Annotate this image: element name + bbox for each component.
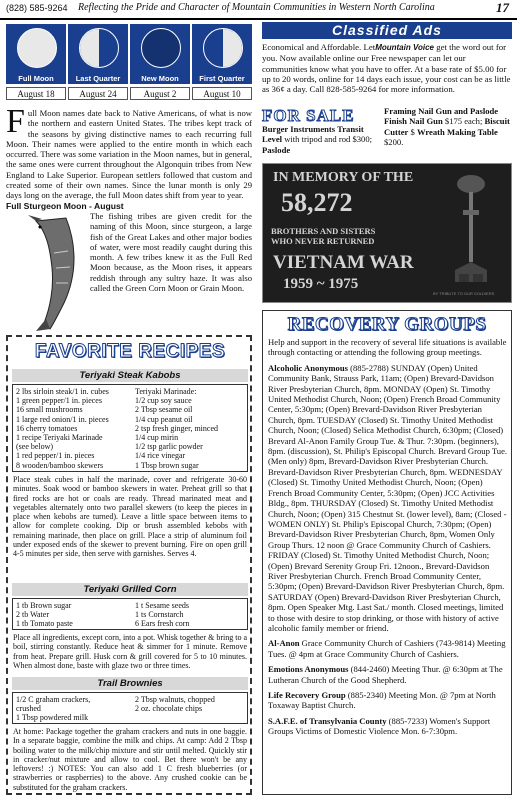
classified-ads-text — [262, 42, 512, 94]
for-sale-right — [384, 106, 512, 147]
kabobs-directions: Place steak cubes in half the marinade, cover and refrigerate 30-60 minutes. Soak wood or bamboo skewers in water. Preheat grill so that fired rocks are hot or coals are ready. Thread marinated meat and vegetables alternately onto two parallel skewers (to keep the pieces in place when kebobs are turned). Leave a little space between items to allow for complete cooking. Dip or brush assembled kebobs with remaining marinade, then place on grill. Place a strip of aluminum foil under exposed ends of the skewer to prevent burning. Fire on open grill 4-5 minutes per side, then serve with garnishes. Serves 4. — [13, 475, 247, 559]
for-sale-item: Paslode — [262, 144, 291, 155]
for-sale-item: Wreath Making Table — [416, 126, 498, 137]
corn-directions: Place all ingredients, except corn, into a pot. Whisk together & bring to a boil, stirring constantly. Reduce heat & simmer for 1 minute. Remove from heat. Prepare grill. Husk corn & grill covered for 5 to 10 minutes. When almost done, baste with glaze two or three times. — [13, 633, 248, 670]
for-sale-title: FOR SALE — [262, 106, 355, 125]
for-sale-left — [262, 124, 382, 155]
moon-phase-strip — [6, 24, 252, 102]
recovery-intro: Help and support in the recovery of several life situations is available through contacting or attending the following group meetings. — [268, 337, 507, 358]
group-name: Life Recovery Group — [268, 690, 346, 700]
ingredient: Teriyaki Marinade: — [135, 387, 197, 396]
ingredient: 1 t Sesame seeds — [135, 601, 189, 610]
ingredient: 1 Tbsp powdered milk — [16, 713, 89, 723]
corn-ingredients — [12, 598, 248, 630]
corn-ingredients-col1 — [16, 601, 128, 629]
recovery-group — [268, 690, 508, 711]
moon-article-subheading: Full Sturgeon Moon - August — [6, 200, 124, 211]
group-details: Grace Community Church of Cashiers (743-9814) Meeting Tues. @ 4pm at Grace Community Church of Cashiers. — [268, 638, 506, 659]
moon-date: August 10 — [192, 87, 252, 100]
corn-title: Teriyaki Grilled Corn — [12, 583, 248, 596]
drop-cap: F — [6, 103, 25, 140]
for-sale-price: $200. — [384, 136, 404, 147]
brownies-directions: At home: Package together the graham crackers and nuts in one baggie. In a separate baggie, combine the milk and chips. At camp: Add 2 Tbsp boiling water to the milk/chip mixture and stir until melted. Quickly stir in cracker/nut mixture and allow to cool. Bet there won't be any leftovers! :) NOTES: You can also add 1 C fresh blueberries (or strawberries or raspberries) to the above. Any crushed cookie can be substituted for the graham crackers. — [13, 727, 247, 792]
ingredient: 1 red pepper/1 in. pieces — [16, 451, 95, 461]
kabobs-title: Teriyaki Steak Kabobs — [12, 369, 248, 382]
kabobs-ingredients-col1 — [16, 387, 128, 470]
ingredient: 2 lbs sirloin steak/1 in. cubes — [16, 387, 109, 396]
classified-ads-title: Classified Ads — [332, 22, 442, 38]
brownies-ingredients-col1 — [16, 695, 128, 723]
group-details: (885-7233) Women's Support Groups Victims of Domestic Violence Mon. 6-7:30pm. — [268, 715, 491, 737]
moon-phase-label: Last Quarter — [75, 74, 121, 83]
moon-article-body: The fishing tribes are given credit for the naming of this Moon, since sturgeon, a large fish of the Great Lakes and other major bodies of water, were most readily caught during this month. A few tribes knew it as the Full Red Moon because, as the Moon rises, it appears reddish through any sultry haze. It was also called the Green Corn Moon or Grain Moon. — [90, 210, 252, 294]
kabobs-ingredients-col2 — [135, 387, 247, 470]
ingredient: 2 oz. chocolate chips — [135, 704, 203, 714]
brownies-ingredients — [12, 692, 248, 724]
corn-ingredients-col2 — [135, 601, 247, 629]
ingredient: 1/2 tsp garlic powder — [135, 442, 203, 452]
ingredient: 16 cherry tomatoes — [16, 423, 78, 433]
moon-dates — [6, 87, 252, 100]
recovery-groups-text — [268, 337, 508, 742]
for-sale-item: Burger Instruments Transit Level — [262, 124, 364, 145]
recipes-box — [6, 335, 252, 795]
ingredient: 1/2 cup soy sauce — [135, 396, 192, 406]
memorial-years: 1959 ~ 1975 — [283, 276, 359, 292]
recipes-title: FAVORITE RECIPES — [34, 341, 226, 362]
memorial-war: VIETNAM WAR — [273, 252, 414, 273]
ingredient: (see below) — [16, 442, 54, 452]
vietnam-memorial-ad — [262, 163, 512, 303]
ingredient: 6 Ears fresh corn — [135, 619, 190, 629]
classified-text-end: get the word out for you. Now available online our Free newspaper can let our communities know what you have to offer. At a base rate of $5.00 for up to 20 words, online for 14 days each issue, your cost can be as little as 36¢ a day. Call 828-585-9264 for more information. — [262, 42, 511, 95]
brand-logo-text: Mountain Voice — [375, 43, 435, 52]
page-number: 17 — [496, 0, 509, 15]
group-details: (885-2788) SUNDAY (Open) United Community Bank, Strauss Park, 11am; (Open) Brevard-Davidson River Presbyterian Church, 8pm. MONDAY (Open) St. Timothy United Methodist Church, Noon; (Open) French Broad Community Center, 5:30pm; (Open) Brevard-Davidson River Presbyterian Church, 8pm. TUESDAY (Closed) St. Timothy United Methodist Church, Noon; (Closed) Selica Methodist Church, 6:30pm; (Closed) Brevard Al-Anon Family Group Tue. & Thur. 7:30pm. (beginners), 8pm. (discussion), St. Philip's Episcopal Church. Brevard Group Tue. (Men only) 8pm, Brevard-Davidson River Presbyterian Church. Brevard-Davidson River Presbyterian Church, 8pm. WEDNESDAY (Closed) St. Timothy United Methodist Church, Noon; (Open) French Broad Community Center, 5:30pm; (Open) JCC Activities Bldg., 8pm. THURSDAY (Closed) St. Timothy United Methodist Church, Noon; (Open) 315 Chestnut St. (lower level), 8am; (Closed - WOMEN ONLY) St. Philip's Episcopal Church, 7:30pm; (Open) Brevard-Davidson River Presbyterian Church, 8pm, Women Only Group Thurs. 12 noon @ Grace Community Church of Cashiers. FRIDAY (Closed) St. Timothy United Methodist Church, Noon; (Open) Brevard Serenity Group Fri. 12noon., Brevard-Davidson River Presbyterian Church. French Broad Community Center, 5:30pm; (Open) Brevard-Davidson River Presbyterian Church, 8pm. SATURDAY (Open) Brevard-Davidson River Presbyterian Church, 8pm. Open Speaker Mtg. Last Sat./ month. Closed meetings, limited to those with desire to stop drinking, or those with history of active alcoholic family member or friend. — [268, 362, 508, 633]
ingredient: 1/4 cup mirin — [135, 433, 179, 443]
for-sale-price: with tripod and rod $300; — [282, 134, 373, 145]
group-details: (885-2340) Meeting Mon. @ 7pm at North Toxaway Baptist Church. — [268, 690, 496, 711]
soldier-memorial-icon — [441, 170, 501, 290]
first-quarter-moon-icon — [192, 24, 252, 84]
group-name: Alcoholic Anonymous — [268, 362, 348, 373]
ingredient: 1 ts Cornstarch — [135, 610, 184, 620]
recovery-group — [268, 638, 508, 659]
ingredient: crushed — [16, 704, 41, 714]
group-name: Emotions Anonymous — [268, 664, 349, 675]
moon-phase-label: New Moon — [141, 74, 179, 83]
for-sale-price: $175 each; — [442, 116, 485, 127]
moon-date: August 24 — [68, 87, 128, 100]
memorial-count: 58,272 — [281, 188, 353, 217]
recovery-group — [268, 363, 508, 634]
for-sale-item: Biscuit Cutter — [384, 116, 510, 137]
recovery-groups-title: RECOVERY GROUPS — [287, 314, 487, 335]
for-sale-price: $ — [408, 126, 415, 137]
memorial-line3 — [271, 226, 375, 246]
moon-date: August 2 — [130, 87, 190, 100]
full-moon-icon — [6, 24, 66, 84]
header-phone: (828) 585-9264 — [6, 3, 68, 13]
classified-text-start: Economical and Affordable. Let — [262, 42, 376, 52]
ingredient: 2 tb Water — [16, 610, 49, 620]
ingredient: 1 green pepper/1 in. pieces — [16, 396, 102, 406]
moon-phase-label: Full Moon — [18, 74, 54, 83]
group-details: (844-2460) Meeting Thur. @ 6:30pm at The Lutheran Church of the Good Shepherd. — [268, 664, 503, 685]
ingredient: 16 small mushrooms — [16, 405, 83, 415]
page-header — [0, 0, 517, 20]
recovery-groups-box — [262, 310, 512, 795]
memorial-credit: BY TRIBUTE TO OUR SOLDIERS — [433, 291, 495, 296]
kabobs-ingredients — [12, 384, 248, 472]
ingredient: 1 tb Tomato paste — [16, 619, 73, 629]
recovery-group — [268, 664, 508, 685]
ingredient: 1/4 rice vinegar — [135, 451, 186, 461]
ingredient: 1 tb Brown sugar — [16, 601, 72, 610]
moon-article-intro: ull Moon names date back to Native Americans, of what is now the northern and eastern United States. The tribes kept track of the seasons by giving distinctive names to each recurring full Moon. Their names were applied to the entire month in which each occurred. There was some variation in the Moon names, but in general, the same ones were current throughout the Algonquin tribes from New England to Lake Superior. European settlers followed that custom and created some of their own names. Since the lunar month is only 29 days long on the average, the full Moon dates shift from year to year. — [6, 108, 252, 201]
ingredient: 1 large red onion/1 in. pieces — [16, 414, 109, 424]
last-quarter-moon-icon — [68, 24, 128, 84]
moon-phase-label: First Quarter — [199, 74, 245, 83]
ingredient: 2 Tbsp sesame oil — [135, 405, 193, 415]
new-moon-icon — [130, 24, 190, 84]
brownies-title: Trail Brownies — [12, 677, 248, 690]
ingredient: 1/4 cup peanut oil — [135, 414, 193, 424]
header-tagline: Reflecting the Pride and Character of Mountain Communities in Western North Carolina — [78, 2, 435, 13]
ingredient: 2 Tbsp walnuts, chopped — [135, 695, 215, 704]
group-name: Al-Anon — [268, 638, 300, 649]
recovery-group — [268, 716, 508, 737]
classified-ads-banner — [262, 22, 512, 39]
ingredient: 1/2 C graham crackers, — [16, 695, 91, 704]
memorial-line1: IN MEMORY OF THE — [273, 170, 414, 185]
memorial-line3a: BROTHERS AND SISTERS — [271, 226, 376, 236]
ingredient: 1 recipe Teriyaki Marinade — [16, 433, 103, 443]
moon-date: August 18 — [6, 87, 66, 100]
for-sale-item: Framing Nail Gun and Paslode Finish Nail Gun — [384, 106, 499, 127]
group-name: S.A.F.E. of Transylvania County — [268, 715, 387, 726]
ingredient: 2 tsp fresh ginger, minced — [135, 423, 218, 433]
ingredient: 8 wooden/bamboo skewers — [16, 460, 104, 470]
moon-article — [6, 103, 252, 335]
memorial-line3b: WHO NEVER RETURNED — [271, 236, 375, 246]
brownies-ingredients-col2 — [135, 695, 247, 713]
sturgeon-illustration — [6, 213, 86, 333]
ingredient: 1 Tbsp brown sugar — [135, 460, 199, 470]
